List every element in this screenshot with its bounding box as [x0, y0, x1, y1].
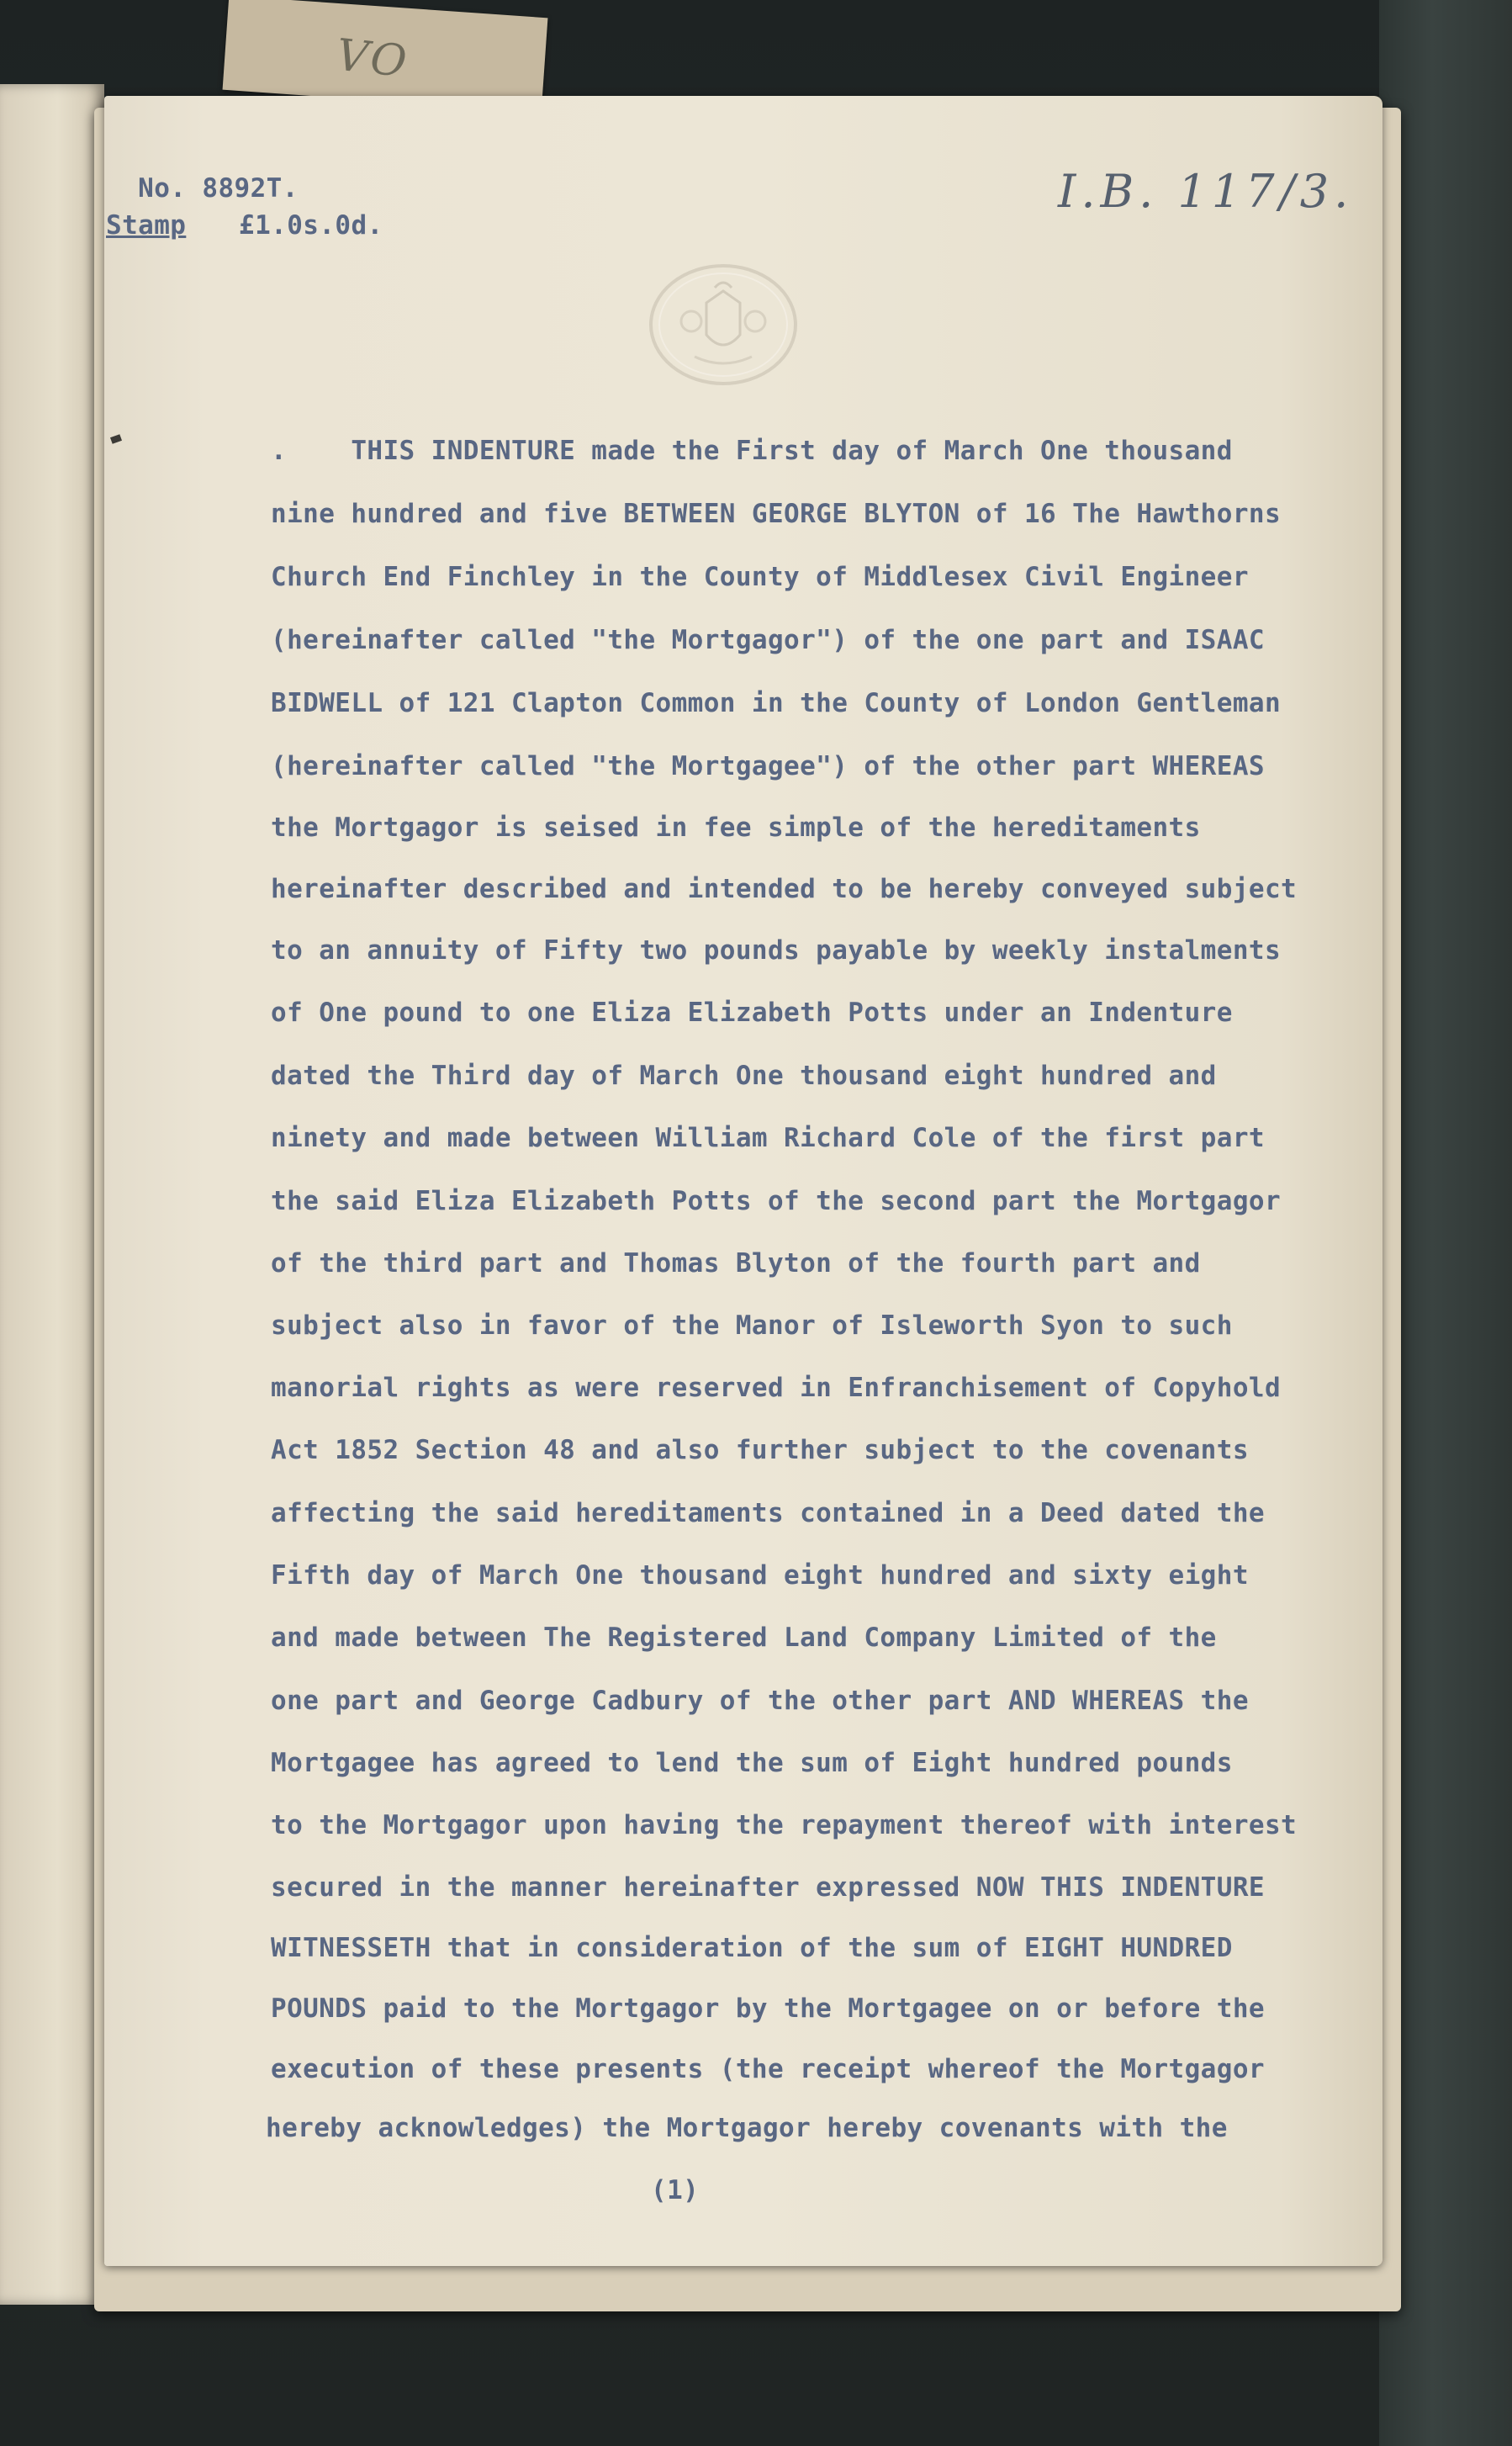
page-number: (1)	[651, 2175, 700, 2205]
text-line: secured in the manner hereinafter expressed NOW THIS INDENTURE	[271, 1872, 1265, 1903]
text-line: and made between The Registered Land Company Limited of the	[271, 1623, 1217, 1653]
text-line: of One pound to one Eliza Elizabeth Potts under an Indenture	[271, 998, 1233, 1028]
text-line: execution of these presents (the receipt whereof the Mortgagor	[271, 2054, 1265, 2084]
text-line: Fifth day of March One thousand eight hundred and sixty eight	[271, 1560, 1249, 1591]
text-line: hereinafter described and intended to be hereby conveyed subject	[271, 874, 1298, 904]
text-line: to the Mortgagor upon having the repayment thereof with interest	[271, 1810, 1298, 1840]
text-line: Act 1852 Section 48 and also further subject to the covenants	[271, 1435, 1249, 1465]
text-line: the Mortgagor is seised in fee simple of the hereditaments	[271, 813, 1201, 843]
stamp-value: £1.0s.0d.	[239, 210, 383, 241]
text-line: Mortgagee has agreed to lend the sum of Eight hundred pounds	[271, 1748, 1233, 1778]
text-line: dated the Third day of March One thousand eight hundred and	[271, 1061, 1217, 1091]
left-page-edge	[0, 84, 104, 2305]
document-number: No. 8892T.	[138, 173, 299, 204]
text-line: ninety and made between William Richard Cole of the first part	[271, 1123, 1265, 1153]
text-line: nine hundred and five BETWEEN GEORGE BLYTON of 16 The Hawthorns	[271, 499, 1282, 529]
text-line: manorial rights as were reserved in Enfranchisement of Copyhold	[271, 1373, 1282, 1403]
text-line: one part and George Cadbury of the other part AND WHEREAS the	[271, 1686, 1249, 1716]
text-line: to an annuity of Fifty two pounds payable by weekly instalments	[271, 935, 1282, 966]
text-line: Church End Finchley in the County of Middlesex Civil Engineer	[271, 562, 1249, 592]
text-line: the said Eliza Elizabeth Potts of the second part the Mortgagor	[271, 1186, 1282, 1216]
text-line: (hereinafter called "the Mortgagee") of the other part WHEREAS	[271, 751, 1265, 781]
text-line: of the third part and Thomas Blyton of the fourth part and	[271, 1248, 1201, 1279]
tab-note: VO	[334, 29, 413, 88]
embossed-seal-icon	[648, 262, 799, 387]
handwritten-reference: I.B. 117/3.	[1058, 165, 1354, 218]
text-line: (hereinafter called "the Mortgagor") of the one part and ISAAC	[271, 625, 1265, 655]
text-line: hereby acknowledges) the Mortgagor hereby covenants with the	[266, 2113, 1228, 2143]
stamp-label: Stamp	[106, 210, 187, 241]
text-line: WITNESSETH that in consideration of the sum of EIGHT HUNDRED	[271, 1933, 1233, 1963]
text-line: BIDWELL of 121 Clapton Common in the County of London Gentleman	[271, 688, 1282, 718]
text-line: affecting the said hereditaments contained in a Deed dated the	[271, 1498, 1265, 1528]
text-line: POUNDS paid to the Mortgagor by the Mortgagee on or before the	[271, 1993, 1265, 2024]
text-line: . THIS INDENTURE made the First day of March One thousand	[271, 436, 1233, 466]
text-line: subject also in favor of the Manor of Isleworth Syon to such	[271, 1310, 1233, 1341]
